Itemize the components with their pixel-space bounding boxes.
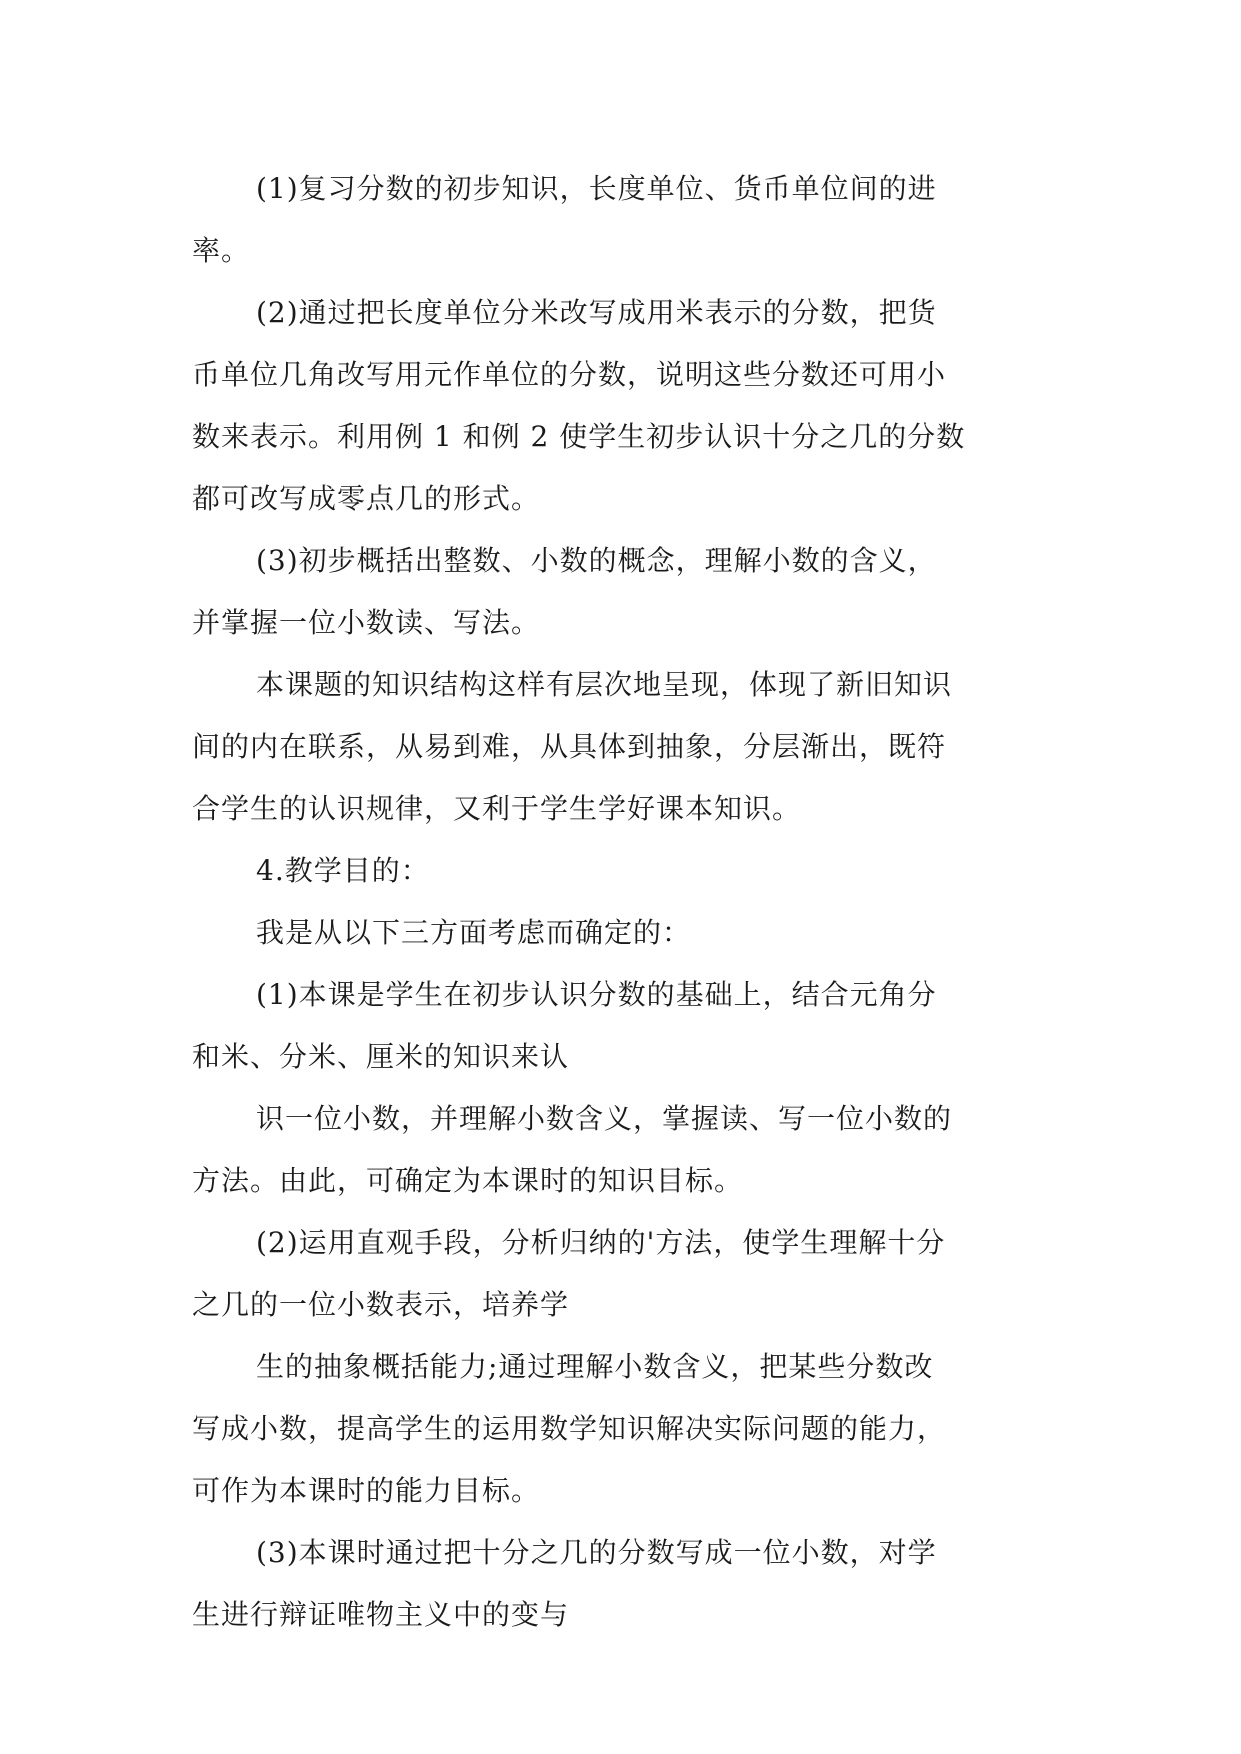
document-body bbox=[192, 158, 1072, 1646]
paragraph-goal-1: (1)本课是学生在初步认识分数的基础上，结合元角分 和米、分米、厘米的知识来认 bbox=[192, 978, 937, 1073]
paragraph-goal-2: (2)运用直观手段，分析归纳的'方法，使学生理解十分 之几的一位小数表示，培养学 bbox=[192, 1226, 946, 1321]
paragraph-goal-3: (3)本课时通过把十分之几的分数写成一位小数，对学 生进行辩证唯物主义中的变与 bbox=[192, 1536, 937, 1631]
paragraph-decimal-concept: (3)初步概括出整数、小数的概念，理解小数的含义， 并掌握一位小数读、写法。 bbox=[192, 544, 937, 639]
paragraph-review-fractions: (1)复习分数的初步知识，长度单位、货币单位间的进 率。 bbox=[192, 172, 937, 267]
paragraph-goal-intro: 我是从以下三方面考虑而确定的： bbox=[256, 916, 692, 949]
paragraph-goal-2-continued: 生的抽象概括能力;通过理解小数含义，把某些分数改 写成小数，提高学生的运用数学知识解决实际问题的能力， 可作为本课时的能力目标。 bbox=[192, 1350, 947, 1507]
section-heading-teaching-goals: 4.教学目的： bbox=[256, 854, 430, 887]
paragraph-rewrite-units: (2)通过把长度单位分米改写成用米表示的分数，把货 币单位几角改写用元作单位的分数，说明这些分数还可用小 数来表示。利用例 1 和例 2 使学生初步认识十分之几的分数 都可改写成零点几的形式。 bbox=[192, 296, 966, 515]
paragraph-goal-1-continued: 识一位小数，并理解小数含义，掌握读、写一位小数的 方法。由此，可确定为本课时的知识目标。 bbox=[192, 1102, 953, 1197]
paragraph-knowledge-structure: 本课题的知识结构这样有层次地呈现，体现了新旧知识 间的内在联系，从易到难，从具体到抽象，分层渐出，既符 合学生的认识规律，又利于学生学好课本知识。 bbox=[192, 668, 953, 825]
